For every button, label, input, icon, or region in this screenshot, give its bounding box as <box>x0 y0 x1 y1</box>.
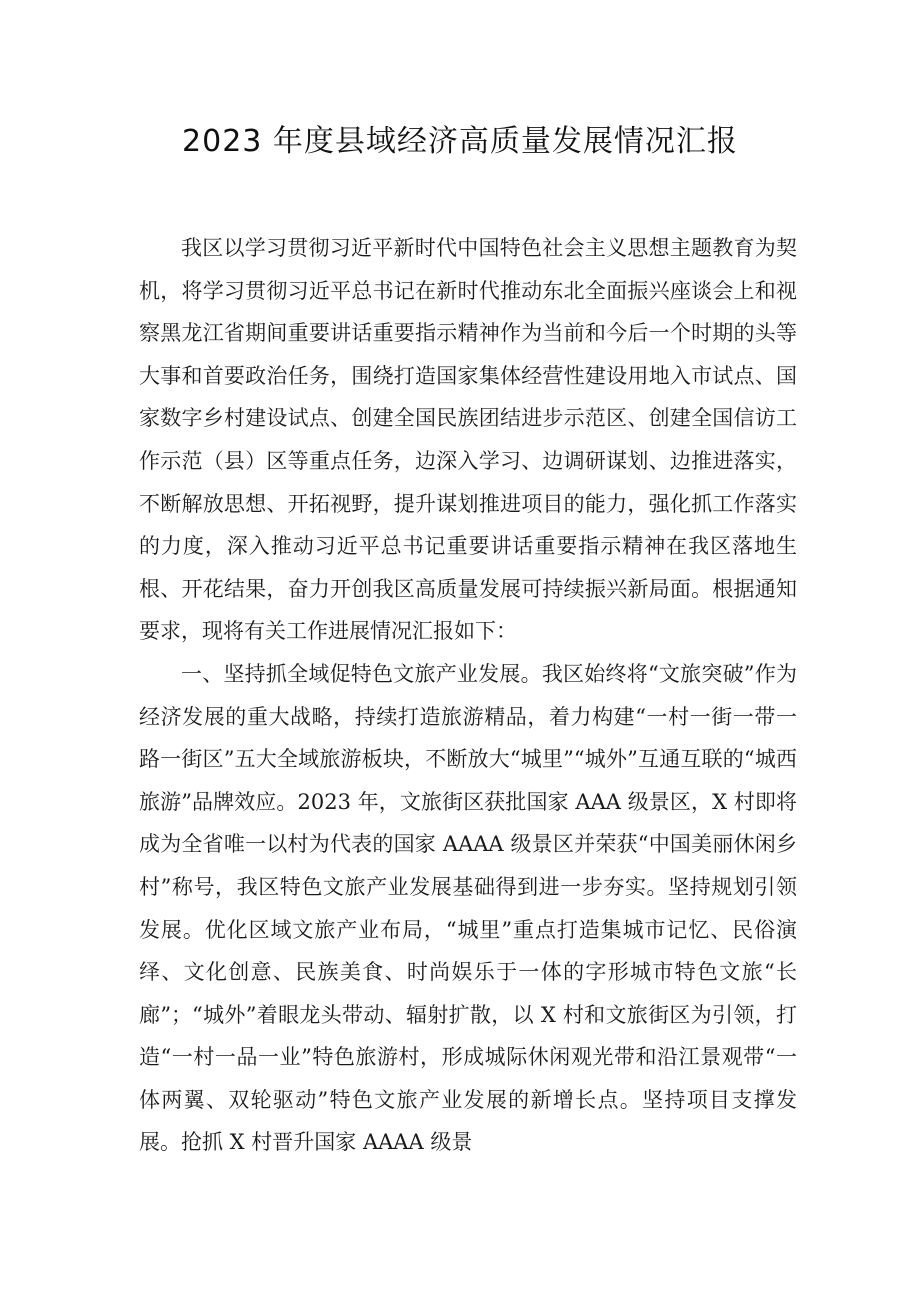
intro-paragraph: 我区以学习贯彻习近平新时代中国特色社会主义思想主题教育为契机，将学习贯彻习近平总书记在新时代推动东北全面振兴座谈会上和视察黑龙江省期间重要讲话重要指示精神作为当前和今后一个时期的头等大事和首要政治任务，围绕打造国家集体经营性建设用地入市试点、国家数字乡村建设试点、创建全国民族团结进步示范区、创建全国信访工作示范（县）区等重点任务，边深入学习、边调研谋划、边推进落实，不断解放思想、开拓视野，提升谋划推进项目的能力，强化抓工作落实的力度，深入推动习近平总书记重要讲话重要指示精神在我区落地生根、开花结果，奋力开创我区高质量发展可持续振兴新局面。根据通知要求，现将有关工作进展情况汇报如下： <box>139 236 797 644</box>
document-body <box>139 227 797 1164</box>
section-one-paragraph: 一、坚持抓全域促特色文旅产业发展。我区始终将“文旅突破”作为经济发展的重大战略，持续打造旅游精品，着力构建“一村一街一带一路一街区”五大全域旅游板块，不断放大“城里”“城外”互通互联的“城西旅游”品牌效应。2023 年，文旅街区获批国家 AAA 级景区，X 村即将成为全省唯一以村为代表的国家 AAAA 级景区并荣获“中国美丽休闲乡村”称号，我区特色文旅产业发展基础得到进一步夯实。坚持规划引领发展。优化区域文旅产业布局，“城里”重点打造集城市记忆、民俗演绎、文化创意、民族美食、时尚娱乐于一体的字形城市特色文旅“长廊”；“城外”着眼龙头带动、辐射扩散，以 X 村和文旅街区为引领，打造“一村一品一业”特色旅游村，形成城际休闲观光带和沿江景观带“一体两翼、双轮驱动”特色文旅产业发展的新增长点。坚持项目支撑发展。抢抓 X 村晋升国家 AAAA 级景 <box>139 661 797 1155</box>
document-title: 2023 年度县域经济高质量发展情况汇报 <box>182 124 738 159</box>
